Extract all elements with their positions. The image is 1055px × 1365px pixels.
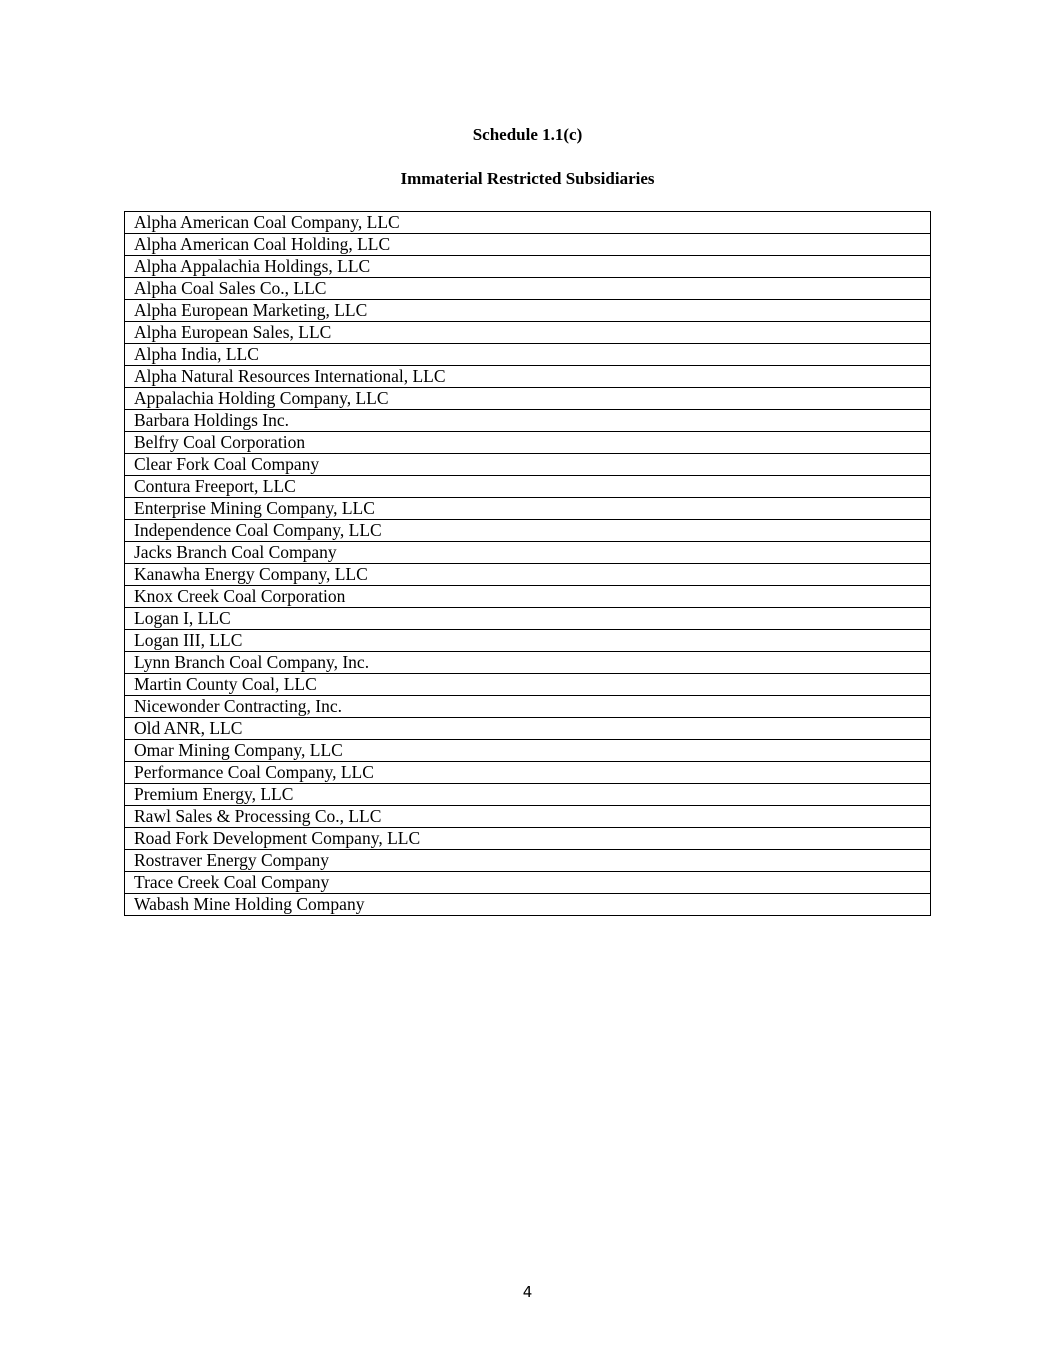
subsidiary-name-cell: Old ANR, LLC bbox=[125, 718, 931, 740]
table-row bbox=[125, 718, 931, 740]
subsidiary-name-cell: Knox Creek Coal Corporation bbox=[125, 586, 931, 608]
table-row bbox=[125, 872, 931, 894]
subsidiary-name-cell: Independence Coal Company, LLC bbox=[125, 520, 931, 542]
subsidiary-name-cell: Lynn Branch Coal Company, Inc. bbox=[125, 652, 931, 674]
subsidiary-name-cell: Contura Freeport, LLC bbox=[125, 476, 931, 498]
subsidiary-name-cell: Wabash Mine Holding Company bbox=[125, 894, 931, 916]
table-row bbox=[125, 410, 931, 432]
page-number: 4 bbox=[522, 1283, 533, 1301]
table-row bbox=[125, 300, 931, 322]
table-row bbox=[125, 256, 931, 278]
subsidiary-name-cell: Omar Mining Company, LLC bbox=[125, 740, 931, 762]
subsidiary-name-cell: Alpha European Marketing, LLC bbox=[125, 300, 931, 322]
table-row bbox=[125, 498, 931, 520]
table-row bbox=[125, 740, 931, 762]
table-row bbox=[125, 828, 931, 850]
table-row bbox=[125, 674, 931, 696]
subsidiary-name-cell: Nicewonder Contracting, Inc. bbox=[125, 696, 931, 718]
schedule-subtitle: Immaterial Restricted Subsidiaries bbox=[400, 169, 655, 188]
table-row bbox=[125, 630, 931, 652]
table-row bbox=[125, 454, 931, 476]
table-row bbox=[125, 212, 931, 234]
table-row bbox=[125, 652, 931, 674]
subsidiary-name-cell: Clear Fork Coal Company bbox=[125, 454, 931, 476]
subsidiary-name-cell: Appalachia Holding Company, LLC bbox=[125, 388, 931, 410]
subsidiary-name-cell: Alpha American Coal Company, LLC bbox=[125, 212, 931, 234]
table-row bbox=[125, 432, 931, 454]
subsidiary-name-cell: Martin County Coal, LLC bbox=[125, 674, 931, 696]
table-row bbox=[125, 322, 931, 344]
table-row bbox=[125, 762, 931, 784]
subsidiary-name-cell: Alpha American Coal Holding, LLC bbox=[125, 234, 931, 256]
subsidiary-name-cell: Performance Coal Company, LLC bbox=[125, 762, 931, 784]
subsidiary-name-cell: Belfry Coal Corporation bbox=[125, 432, 931, 454]
subsidiary-name-cell: Road Fork Development Company, LLC bbox=[125, 828, 931, 850]
subsidiaries-table bbox=[124, 211, 931, 916]
subsidiaries-table-body bbox=[125, 212, 931, 916]
table-row bbox=[125, 784, 931, 806]
subsidiary-name-cell: Alpha Coal Sales Co., LLC bbox=[125, 278, 931, 300]
subsidiary-name-cell: Jacks Branch Coal Company bbox=[125, 542, 931, 564]
table-row bbox=[125, 608, 931, 630]
table-row bbox=[125, 476, 931, 498]
schedule-title: Schedule 1.1(c) bbox=[472, 125, 583, 144]
table-row bbox=[125, 696, 931, 718]
subsidiary-name-cell: Premium Energy, LLC bbox=[125, 784, 931, 806]
table-row bbox=[125, 586, 931, 608]
table-row bbox=[125, 564, 931, 586]
table-row bbox=[125, 894, 931, 916]
subsidiary-name-cell: Alpha Appalachia Holdings, LLC bbox=[125, 256, 931, 278]
table-row bbox=[125, 344, 931, 366]
subsidiary-name-cell: Kanawha Energy Company, LLC bbox=[125, 564, 931, 586]
table-row bbox=[125, 806, 931, 828]
table-row bbox=[125, 850, 931, 872]
subsidiary-name-cell: Alpha India, LLC bbox=[125, 344, 931, 366]
table-row bbox=[125, 366, 931, 388]
table-row bbox=[125, 520, 931, 542]
table-row bbox=[125, 388, 931, 410]
subsidiary-name-cell: Rawl Sales & Processing Co., LLC bbox=[125, 806, 931, 828]
table-row bbox=[125, 234, 931, 256]
subsidiary-name-cell: Alpha Natural Resources International, LLC bbox=[125, 366, 931, 388]
subsidiary-name-cell: Logan I, LLC bbox=[125, 608, 931, 630]
subsidiary-name-cell: Trace Creek Coal Company bbox=[125, 872, 931, 894]
subsidiary-name-cell: Enterprise Mining Company, LLC bbox=[125, 498, 931, 520]
subsidiary-name-cell: Barbara Holdings Inc. bbox=[125, 410, 931, 432]
subsidiary-name-cell: Alpha European Sales, LLC bbox=[125, 322, 931, 344]
subsidiary-name-cell: Logan III, LLC bbox=[125, 630, 931, 652]
table-row bbox=[125, 542, 931, 564]
subsidiary-name-cell: Rostraver Energy Company bbox=[125, 850, 931, 872]
table-row bbox=[125, 278, 931, 300]
